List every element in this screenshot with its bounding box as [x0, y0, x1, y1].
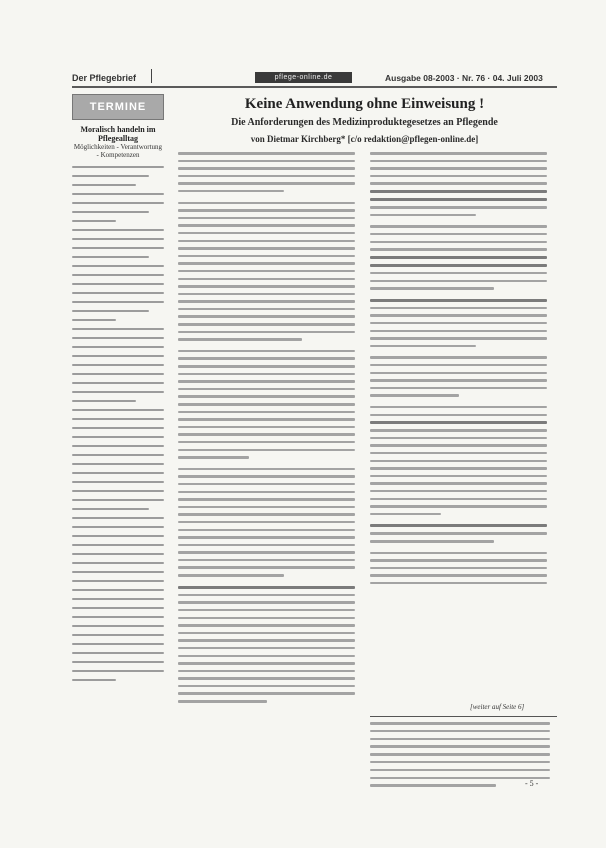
- sidebar-text-block: [72, 229, 164, 322]
- article-column-left: [178, 152, 355, 708]
- article-byline: von Dietmar Kirchberg* [c/o redaktion@pflegen-online.de]: [250, 134, 479, 144]
- sidebar-text-block: [72, 517, 164, 601]
- header-divider: [151, 69, 152, 83]
- page-number: - 5 -: [525, 779, 539, 788]
- footnote-rule: [370, 716, 557, 717]
- sidebar-label: TERMINE: [72, 94, 164, 120]
- sidebar-subline: Möglichkeiten - Verantwortung - Kompetenzen: [73, 143, 163, 159]
- header-rule: [72, 86, 557, 88]
- events-sidebar: [72, 94, 164, 681]
- continued-note: [weiter auf Seite 6]: [470, 703, 525, 711]
- publication-name: Der Pflegebrief: [72, 73, 137, 83]
- author-footnote: [370, 722, 550, 792]
- article-column-right: [370, 152, 547, 590]
- sidebar-text-block: [72, 607, 164, 682]
- website-tag: pflege-online.de: [255, 72, 352, 83]
- article-subtitle: Die Anforderungen des Medizinproduktegesetzes an Pflegende: [231, 117, 498, 128]
- issue-info: Ausgabe 08-2003 · Nr. 76 · 04. Juli 2003: [385, 73, 543, 83]
- article-title: Keine Anwendung ohne Einweisung !: [244, 96, 485, 112]
- sidebar-text-block: [72, 328, 164, 403]
- sidebar-text-block: [72, 166, 164, 223]
- sidebar-headline: Moralisch handeln im Pflegealltag: [80, 125, 156, 143]
- sidebar-text-block: [72, 409, 164, 511]
